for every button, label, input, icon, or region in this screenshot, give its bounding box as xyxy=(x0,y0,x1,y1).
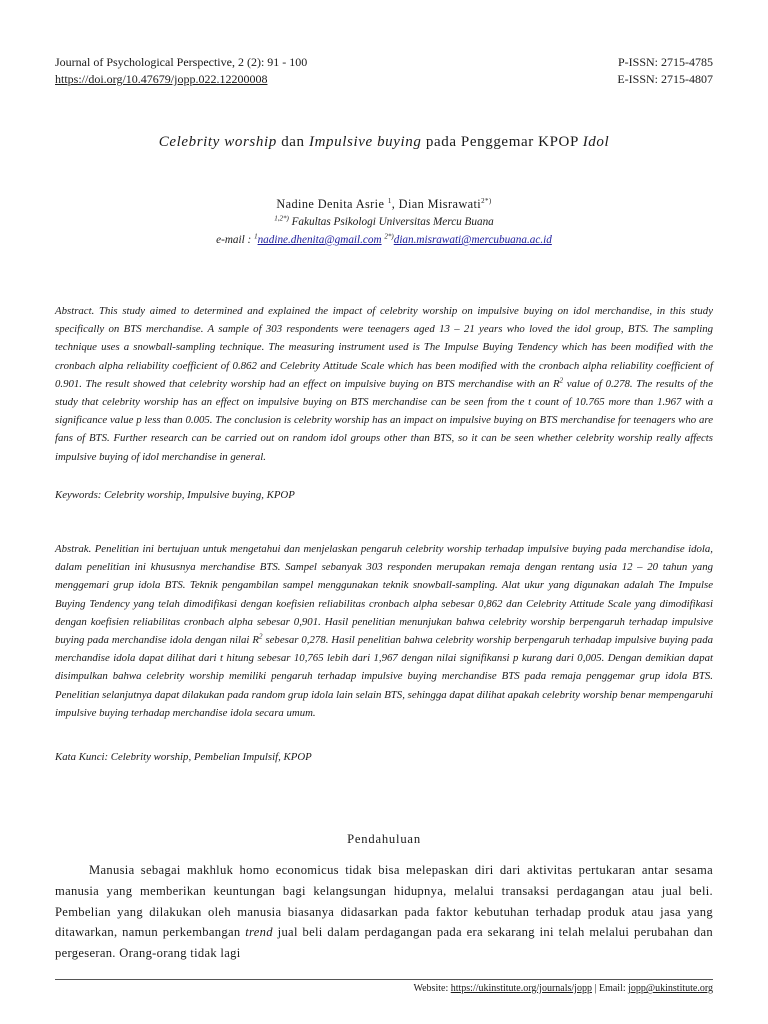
email-link-2[interactable]: dian.misrawati@mercubuana.ac.id xyxy=(393,234,552,246)
abstract-english: Abstract. This study aimed to determined and explained the impact of celebrity worship on impulsive buying on idol merchandise, in this study specifically on BTS merchandise. A sample of 303 respondents were teenagers aged 13 – 21 years who loved the idol group, BTS. The sampling technique uses a snowball-sampling technique. The measuring instrument used is The Impulse Buying Tendency which has been modified with the cronbach alpha reliability coefficient of 0.862 and Celebrity Attitude Scale which has been modified with the cronbach alpha reliability coefficient of 0.901. The result showed that celebrity worship had an effect on impulsive buying on BTS merchandise with an $R^2$ value of 0.278. The results of the study that celebrity worship has an effect on impulsive buying on BTS merchandise can be seen from the t count of 10.765 more than 1.967 with a significance value p less than 0.005. The conclusion is celebrity worship has an impact on impulsive buying on BTS merchandise for teenagers who are fans of BTS. Further research can be carried out on random idol groups other than BTS, so it can be seen whether celebrity worship really affects impulsive buying of idol merchandise in general. xyxy=(55,305,713,463)
abstract-indonesian: Abstrak. Penelitian ini bertujuan untuk mengetahui dan menjelaskan pengaruh celebrity worship terhadap impulsive buying pada merchandise idola, dalam penelitian ini khususnya merchandise BTS. Sampel sebanyak 303 responden merupakan remaja dengan rentang usia 12 – 20 tahun yang menggemari grup idola BTS. Teknik pengambilan sampel menggunakan teknik snowball-sampling. Alat ukur yang digunakan adalah The Impulse Buying Tendency yang telah dimodifikasi dengan koefisien reliabilitas cronbach alpha sebesar 0,862 dan Celebrity Attitude Scale yang dimodifikasi dengan koefisien reliabilitas cronbach alpha sebesar 0,901. Hasil penelitian menunjukan bahwa celebrity worship berpengaruh terhadap impulsive buying pada merchandise idola dengan nilai $R^2$ sebesar 0,278. Hasil penelitian bahwa celebrity worship berpengaruh terhadap impulsive buying pada merchandise idola dapat dilihat dari t hitung sebesar 10,765 lebih dari 1,967 dengan nilai signifikansi p kurang dari 0,005. Dengan demikian dapat disimpulkan bahwa celebrity worship memiliki pengaruh terhadap impulsive buying merchandise BTS pada remaja penggemar grup idola BTS. Penelitian selanjutnya dapat dilakukan pada random grup idola lain selain BTS, sehingga dapat dilihat apakah celebrity worship benar mempengaruhi impulsive buying terhadap merchandise idola secara umum. xyxy=(55,543,713,719)
footer-divider xyxy=(55,979,713,980)
doi-link[interactable]: https://doi.org/10.47679/jopp.022.12200008 xyxy=(55,72,268,86)
author-list: Nadine Denita Asrie $^1$, Dian Misrawati$^{2*)}$ xyxy=(276,196,492,211)
abstrak-label: Abstrak. xyxy=(55,543,92,555)
author-emails: e-mail : $^1$nadine.dhenita@gmail.com $^{2*)}$dian.misrawati@mercubuana.ac.id xyxy=(216,232,552,246)
affiliation: $^{1,2*)}$ Fakultas Psikologi Universitas Mercu Buana xyxy=(274,214,494,228)
page-header xyxy=(55,54,713,88)
page-footer: Website: https://ukinstitute.org/journals/jopp | Email: jopp@ukinstitute.org xyxy=(413,983,713,994)
footer-email-link[interactable]: jopp@ukinstitute.org xyxy=(628,983,713,994)
body-paragraph: Manusia sebagai makhluk homo economicus tidak bisa melepaskan diri dari aktivitas pertukaran antar sesama manusia yang memberikan keuntungan bagi kelangsungan hidupnya, melalui transaksi perdagangan atau jual beli. Pembelian yang dilakukan oleh manusia biasanya didasarkan pada faktor kebutuhan terhadap produk atau jasa yang ditawarkan, namun perkembangan trend jual beli dalam perdagangan pada era sekarang ini telah melalui perubahan dan pergeseran. Orang-orang tidak lagi xyxy=(55,863,713,961)
keywords-english: Keywords: Celebrity worship, Impulsive buying, KPOP xyxy=(55,489,295,501)
website-link[interactable]: https://ukinstitute.org/journals/jopp xyxy=(450,983,592,994)
section-heading: Pendahuluan xyxy=(347,832,421,846)
abstract-label: Abstract. xyxy=(55,305,95,317)
print-issn: P-ISSN: 2715-4785 xyxy=(617,55,713,69)
keywords-indonesian: Kata Kunci: Celebrity worship, Pembelian Impulsif, KPOP xyxy=(55,751,312,763)
journal-citation: Journal of Psychological Perspective, 2 (2): 91 - 100 xyxy=(55,55,308,69)
email-link-1[interactable]: nadine.dhenita@gmail.com xyxy=(257,234,382,246)
paper-title: Celebrity worship dan Impulsive buying pada Penggemar KPOP Idol xyxy=(158,134,610,150)
electronic-issn: E-ISSN: 2715-4807 xyxy=(617,72,713,86)
